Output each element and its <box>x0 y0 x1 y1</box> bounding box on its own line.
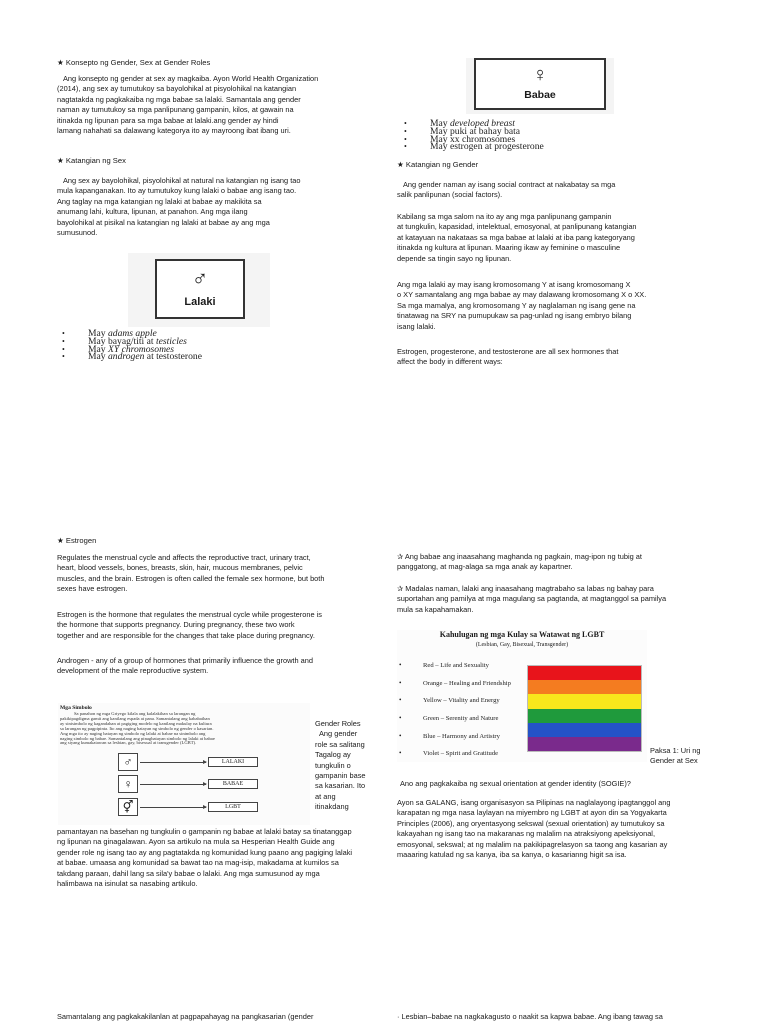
text-line: Tagalog ay <box>315 750 351 760</box>
trait-text: at testosterone <box>144 351 202 363</box>
text-line: emosyonal, sekswal; at ng malalim na pakikipagrelasyon sa taong ang kasarian ay <box>397 839 668 849</box>
trait-emphasis: developed breast <box>449 118 515 129</box>
flag-stripe <box>528 666 641 680</box>
text-line: Kabilang sa mga salom na ito ay ang mga panlipunang gampanin <box>397 212 612 221</box>
trait-item <box>400 143 660 151</box>
text-line: naging simbolo ng babae. Samantalang ang pinagbatayan simbolo ng lalaki at babae <box>60 735 215 741</box>
male-icon: ♂ <box>118 753 138 771</box>
text-line: at tungkulin, kapasidad, intelektual, emosyonal, at panlipunang katangian <box>397 222 637 232</box>
text-line: at ang <box>315 791 336 801</box>
text-line: suportahan ang pamilya at mga magulang sa pagtanda, at magtanggol sa pamilya <box>397 594 667 604</box>
female-traits-list <box>400 120 660 151</box>
text-line: Ang taglay na mga katangian ng lalaki at babae ay makikita sa <box>57 196 262 206</box>
text-line: Sa mga mamalya, ang kromosomang Y ay naglalaman ng isang gene na <box>397 300 636 310</box>
heading-sogie: Ano ang pagkakaiba ng sexual orientation at gender identity (SOGIE)? <box>400 779 631 788</box>
text-line: Ayon sa GALANG, isang organisasyon sa Pilipinas na naglalayong ipagtanggol ang <box>397 798 671 807</box>
flag-title: Kahulugan ng mga Kulay sa Watawat ng LGBT <box>439 630 605 639</box>
text-line: Ang gender <box>319 729 358 739</box>
text-line: · Lesbian–babae na nagkakagusto o naakit sa kapwa babae. Ang ibang tawag sa <box>397 1012 663 1021</box>
flag-subtitle: (Lesbian, Gay, Bisexual, Transgender) <box>475 642 569 648</box>
text-line: salik panlipunan (social factors). <box>397 190 503 200</box>
text-line: Gender Roles <box>315 719 361 728</box>
flag-color-item: • Green – Serenity and Nature <box>397 710 537 728</box>
trait-text: May bayag/titi at <box>88 335 156 347</box>
simbolo-title: Mga Simbolo <box>60 705 92 711</box>
text-line: Estrogen is the hormone that regulates the menstrual cycle while progesterone is <box>57 610 322 619</box>
lgbt-flag-figure <box>397 630 647 762</box>
paragraph-gender-2 <box>397 212 697 264</box>
male-icon: ♂ <box>191 266 209 291</box>
text-line: Samantalang ang pagkakakilanlan at pagpapahayag na pangkasarian (gender <box>57 1012 314 1021</box>
text-line: sexes have estrogen. <box>57 584 128 594</box>
paragraph-konsepto <box>57 74 377 136</box>
text-line: halimbawa na isinulat sa nasabing artikulo. <box>57 879 198 889</box>
text-line: pakikipagdigma gamit ang kanilang espada at pana. Samantalang ang kababaihan <box>60 715 210 721</box>
trait-text: May puki at bahay bata <box>430 125 521 137</box>
flag-stripe <box>528 723 641 737</box>
text-line: Estrogen, progesterone, and testosterone are all sex hormones that <box>397 347 619 356</box>
flag-stripe <box>528 737 641 751</box>
male-label: Lalaki <box>184 296 216 308</box>
text-line: muscles, and the brain. Estrogen is often called the female sex hormone, but both <box>57 573 325 583</box>
rainbow-flag <box>527 665 642 752</box>
text-line: Ang mga ito ay naging batayan ng simbolo ng lalaki at babae na sinimbolo ang <box>60 730 206 736</box>
lgbt-icon: ⚥ <box>118 798 138 816</box>
text-line: o XY samantalang ang mga babae ay may dalawang kromosomang X o XX. <box>397 290 647 300</box>
paksa-caption <box>650 746 710 767</box>
text-line: lamang nahahati sa dalawang kategorya ito ay mayroong ibat ibang uri. <box>57 126 291 136</box>
trait-text: May <box>430 118 450 129</box>
trait-emphasis: testicles <box>155 335 187 347</box>
flag-color-item: • Blue – Harmony and Artistry <box>397 728 537 746</box>
text-line: maaaring katulad ng sa kanya, iba sa kanya, o kasarianng higit sa isa. <box>397 850 627 860</box>
text-line: role sa salitang <box>315 739 365 749</box>
trait-emphasis: androgen <box>107 351 145 363</box>
text-line: mula sa kapahamakan. <box>397 604 474 614</box>
text-line: gender role ng isang tao ay ang pagtatakda ng komunidad kung paano ang pagiging lalaki <box>57 847 353 857</box>
text-line: affect the body in different ways: <box>397 357 503 367</box>
text-line: (2014), ang sex ay tumutukoy sa bayolohikal at pisyolohikal na katangian <box>57 84 297 94</box>
text-line: ang siyang kumakatawan sa lesbian, gay, bisexual at transgender (LGBT). <box>60 740 197 746</box>
text-line: ay sinisimbolo ng kagandahan at pagiging modelo ng kanilang makulay na kultura <box>60 720 212 726</box>
text-line: nagtatakda ng pagkakaiba ng mga babae sa lalaki. Samantala ang gender <box>57 94 301 104</box>
flag-stripe <box>528 680 641 694</box>
male-traits-list <box>58 330 318 361</box>
text-line: ✰ Madalas naman, lalaki ang inaasahang magtrabaho sa labas ng bahay para <box>397 584 654 593</box>
flag-color-item: • Yellow – Vitality and Energy <box>397 692 537 710</box>
flag-stripe <box>528 709 641 723</box>
simbolo-text <box>60 712 308 746</box>
paragraph-gender-1 <box>397 180 697 201</box>
trait-emphasis: XY chromosomes <box>107 343 174 355</box>
heading-katangian-gender: ★ Katangian ng Gender <box>397 160 479 169</box>
text-line: tinatawag na SRY na pumupukaw sa pag-unlad ng isang embryo bilang <box>397 311 632 321</box>
text-line: development of the male reproductive system. <box>57 666 209 676</box>
text-line: depende sa tingin sayo ng lipunan. <box>397 253 512 263</box>
text-line: sa larangan ng pagpipinta. Ito ang naging batayan ng simbolo ng gender o kasarian. <box>60 725 214 731</box>
text-line: naman ay tumutukoy sa mga panlipunang gampanin, kilos, at gawain na <box>57 105 294 115</box>
flag-stripe <box>528 694 641 708</box>
arrow-icon <box>140 807 206 808</box>
text-line: Regulates the menstrual cycle and affects the reproductive tract, urinary tract, <box>57 553 311 562</box>
paragraph-androgen <box>57 656 377 677</box>
text-line: itinakda ng kultura at lipunan. Maaring ikaw ay feminine o masculine <box>397 243 621 253</box>
text-line: takdang paraan, dahil lang sa sila'y babae o lalaki. Ang mga sumusunod ay mga <box>57 868 320 878</box>
trait-item <box>58 353 318 361</box>
arrow-icon <box>140 784 206 785</box>
arrow-icon <box>140 762 206 763</box>
flag-color-item: • Violet – Spirit and Gratitude <box>397 745 537 763</box>
text-line: tungkulin o <box>315 760 351 770</box>
female-label: Babae <box>524 89 556 101</box>
text-line: pamantayan na basehan ng tungkulin o gampanin ng babae at lalaki batay sa tinatanggap <box>57 827 352 836</box>
trait-text: May <box>88 328 108 339</box>
text-line: kakayahan ng isang tao na makaranas ng malalim na atraksiyong apeksiyonal, <box>397 829 656 839</box>
heading-estrogen: ★ Estrogen <box>57 536 97 545</box>
text-line: ✰ Ang babae ang inaasahang maghanda ng pagkain, mag-ipon ng tubig at <box>397 552 642 561</box>
text-line: anumang lahi, kultura, lipunan, at panahon. Ang mga ilang <box>57 207 248 217</box>
paragraph-gender-roles <box>57 827 387 889</box>
text-line: gampanin base <box>315 771 366 781</box>
text-line: at katayuan na nakataas sa mga babae at lalaki at iba pang kategoryang <box>397 232 635 242</box>
text-line: sumusunod. <box>57 228 98 238</box>
text-line: itinakdang <box>315 802 349 812</box>
text-line: heart, blood vessels, bones, breasts, skin, hair, mucous membranes, pelvic <box>57 563 303 573</box>
text-line: bayolohikal at pisikal na katangian ng lalaki at babae ay ang mga <box>57 217 270 227</box>
text-line: Androgen - any of a group of hormones that primarily influence the growth and <box>57 656 313 665</box>
text-line: together and are responsible for the changes that take place during pregnancy. <box>57 630 315 640</box>
text-line: Principles (2006), ang oryentasyong sekswal (sexual orientation) ay tumutukoy sa <box>397 818 665 828</box>
paragraph-lalaki-role <box>397 584 727 615</box>
heading-katangian-sex: ★ Katangian ng Sex <box>57 156 126 165</box>
flag-color-item: • Orange – Healing and Friendship <box>397 675 537 693</box>
trait-text: May <box>88 343 108 355</box>
trait-text: May <box>88 351 108 363</box>
paragraph-sogie <box>397 798 727 860</box>
paragraph-gender-4 <box>397 347 697 368</box>
paragraph-sex <box>57 176 377 238</box>
text-line: ng lipunan na ginagalawan. Ayon sa artikulo na mula sa Hesperian Health Guide ang <box>57 837 335 847</box>
female-icon: ♀ <box>532 64 548 86</box>
text-line: Ang konsepto ng gender at sex ay magkaiba. Ayon World Health Organization <box>63 74 319 83</box>
paragraph-babae-role <box>397 552 717 573</box>
simbolo-image <box>58 703 310 825</box>
heading-konsepto: ★ Konsepto ng Gender, Sex at Gender Roles <box>57 58 211 67</box>
text-line: mula kapanganakan. Ito ay tumutukoy kung lalaki o babae ang isang tao. <box>57 186 297 196</box>
trait-text: May xx chromosomes <box>430 133 516 145</box>
lgbt-box: LGBT <box>208 802 258 812</box>
flag-color-item: • Red – Life and Sexuality <box>397 657 537 675</box>
text-line: panggatong, at mag-alaga sa mga anak ay kapartner. <box>397 562 573 572</box>
male-symbol-image <box>128 253 270 327</box>
text-line: Ang mga lalaki ay may isang kromosomang Y at isang kromosomang X <box>397 280 631 289</box>
text-line: Ang sex ay bayolohikal, pisyolohikal at natural na katangian ng isang tao <box>63 176 301 185</box>
paragraph-gender-3 <box>397 280 697 332</box>
paragraph-estrogen-2 <box>57 610 377 641</box>
flag-color-list <box>397 657 537 763</box>
text-line: isang lalaki. <box>397 321 436 331</box>
paragraph-estrogen-1 <box>57 553 377 595</box>
trait-text: May estrogen at progesterone <box>430 141 544 153</box>
text-line: Sa panahon ng mga Griyego kilala ang kalalakihan sa larangan ng <box>74 711 196 716</box>
text-line: sa kasarian. Ito <box>315 781 366 791</box>
gender-roles-side <box>315 719 379 813</box>
text-line: Gender at Sex <box>650 756 698 766</box>
text-line: the hormone that supports pregnancy. During pregnancy, these two work <box>57 620 295 630</box>
lalaki-box: LALAKI <box>208 757 258 767</box>
text-line: Paksa 1: Uri ng <box>650 746 701 755</box>
trait-emphasis: adams apple <box>107 328 157 339</box>
female-icon: ♀ <box>118 775 138 793</box>
text-line: karapatan ng mga nasa laylayan na miyembro ng LGBT at ayon din sa Yogyakarta <box>397 808 667 818</box>
text-line: itinakda ng lipunan para sa mga babae at lalaki.ang gender ay hindi <box>57 115 279 125</box>
female-symbol-image <box>466 58 614 114</box>
text-line: at babae. umaasa ang komunidad sa bawat tao na mag-isip, makadama at kumilos sa <box>57 858 339 868</box>
babae-box: BABAE <box>208 779 258 789</box>
text-line: Ang gender naman ay isang social contract at nakabatay sa mga <box>403 180 616 189</box>
